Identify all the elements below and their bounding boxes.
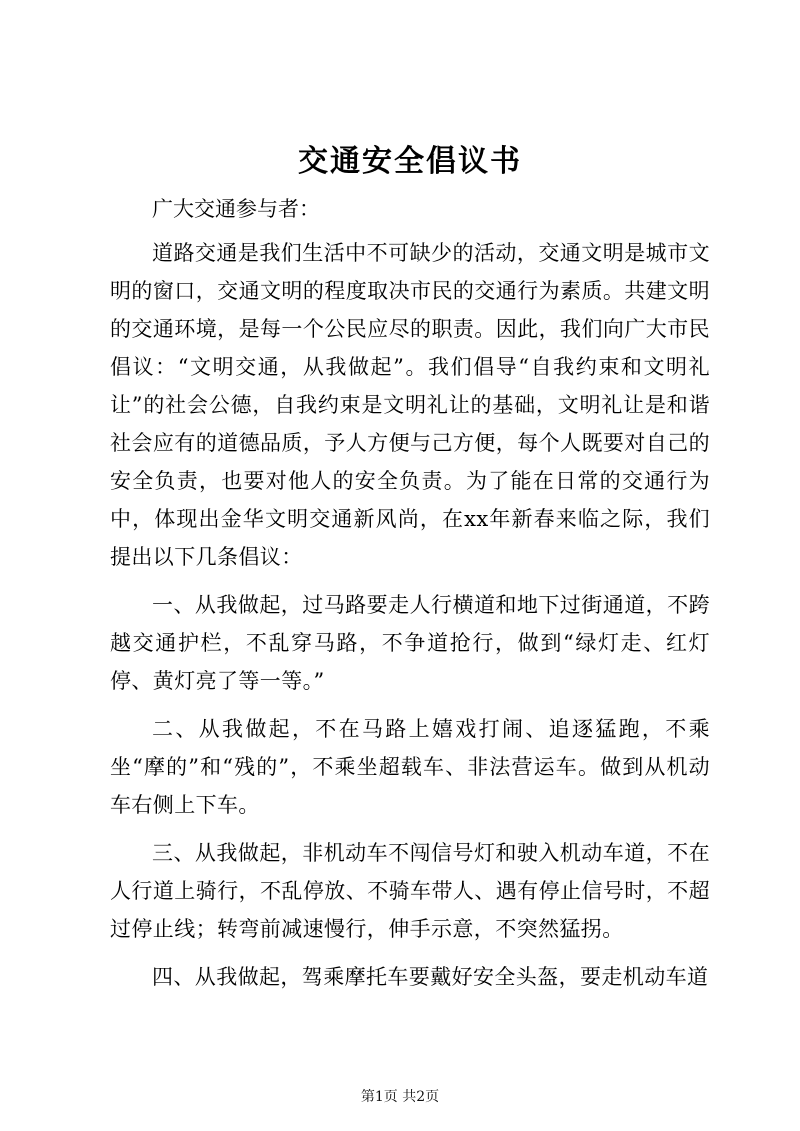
paragraph-intro: 道路交通是我们生活中不可缺少的活动，交通文明是城市文明的窗口，交通文明的程度取决市民的交通行为素质。共建文明的交通环境，是每一个公民应尽的职责。因此，我们向广大市民倡议：“文明交通，从我做起”。我们倡导“自我约束和文明礼让”的社会公德，自我约束是文明礼让的基础，文明礼让是和谐社会应有的道德品质，予人方便与己方便，每个人既要对自己的安全负责，也要对他人的安全负责。为了能在日常的交通行为中，体现出金华文明交通新风尚，在xx年新春来临之际，我们提出以下几条倡议： <box>110 241 710 569</box>
document-title: 交通安全倡议书 <box>298 144 522 179</box>
page-footer: 第1页 共2页 <box>360 1089 440 1105</box>
paragraph-item-3: 三、从我做起，非机动车不闯信号灯和驶入机动车道，不在人行道上骑行，不乱停放、不骑车带人、遇有停止信号时，不超过停止线；转弯前减速慢行，伸手示意，不突然猛拐。 <box>110 841 710 941</box>
paragraph-item-4: 四、从我做起，驾乘摩托车要戴好安全头盔，要走机动车道 <box>152 965 709 989</box>
document-body <box>110 140 710 1006</box>
paragraph-item-2: 二、从我做起，不在马路上嬉戏打闹、追逐猛跑，不乘坐“摩的”和“残的”，不乘坐超载车、非法营运车。做到从机动车右侧上下车。 <box>110 717 710 817</box>
salutation: 广大交通参与者： <box>152 197 320 221</box>
paragraph-item-1: 一、从我做起，过马路要走人行横道和地下过街通道，不跨越交通护栏，不乱穿马路，不争道抢行，做到“绿灯走、红灯停、黄灯亮了等一等。” <box>110 593 710 693</box>
